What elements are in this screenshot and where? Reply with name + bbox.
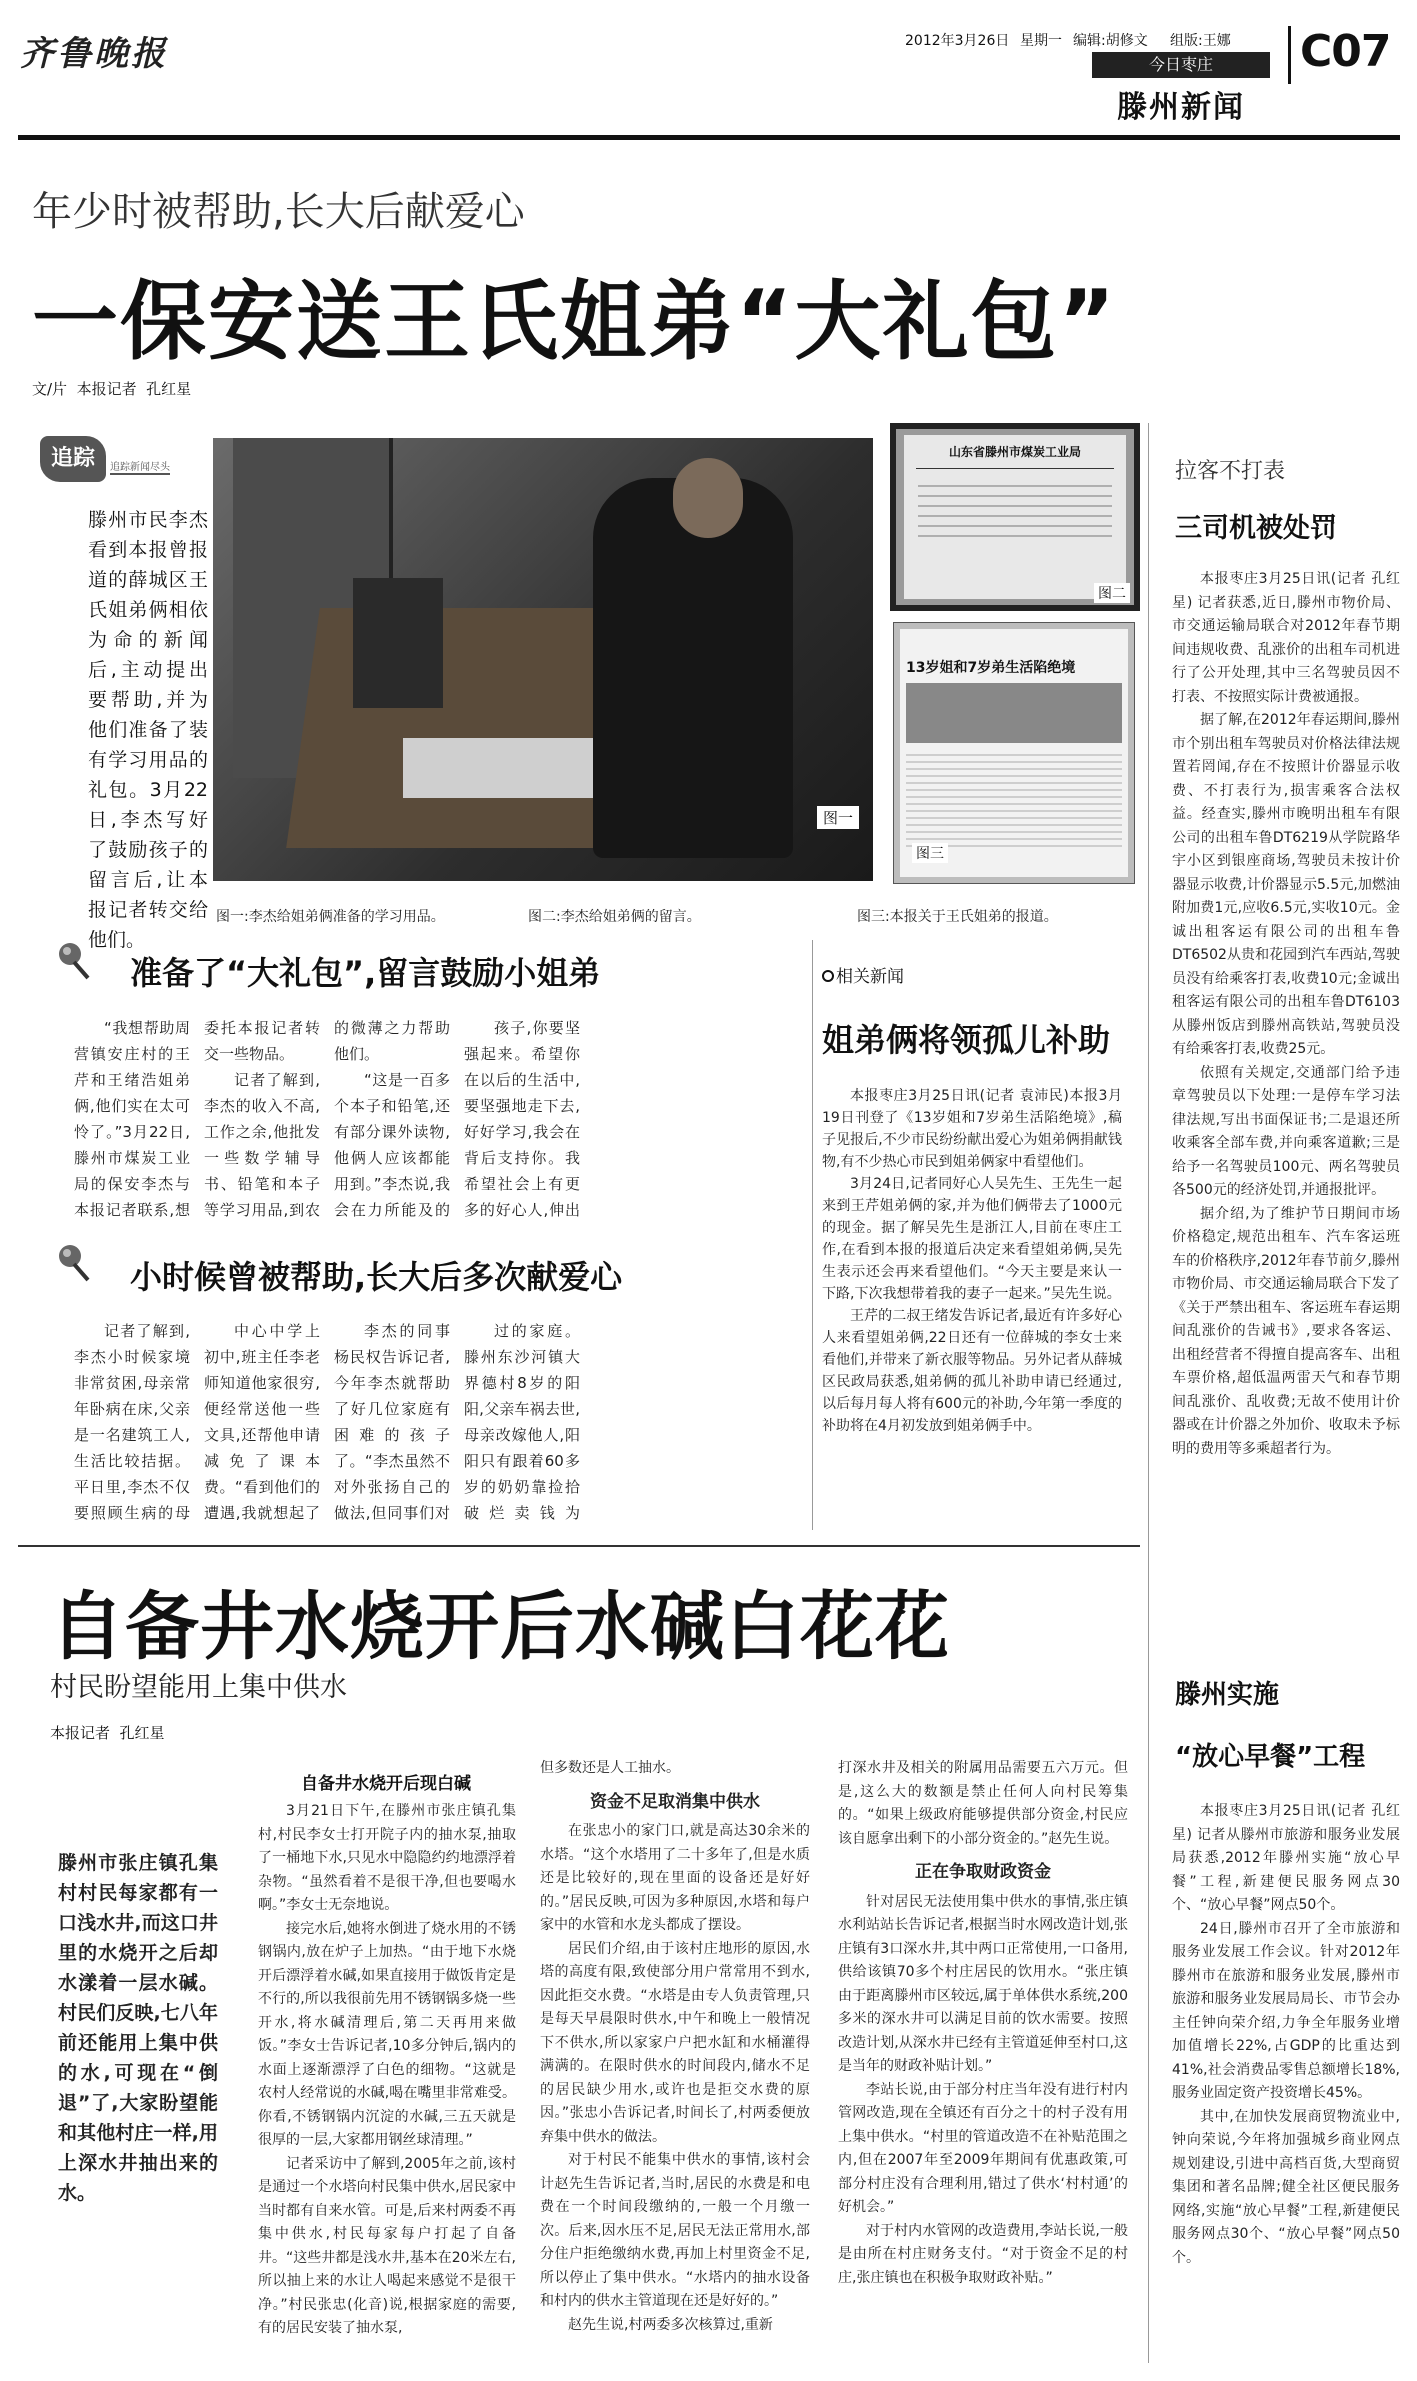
issue-date: 2012年3月26日 [905,33,1010,49]
s1-col3: 的微薄之力帮助他们。 “这是一百多个本子和铅笔,还有部分课外读物,他俩人应该都能用到。”李杰说,我会在力所能及的 [334,1019,450,1219]
column-logo-badge: 追踪 [40,436,106,482]
photo-guard-with-gifts [213,438,873,881]
column-logo-sub: 追踪新闻尽头 [110,458,170,475]
second-headline: 自备井水烧开后水碱白花花 [50,1584,950,1670]
lead-kicker: 年少时被帮助,长大后献爱心 [32,189,525,235]
s2-col2: 中心中学上初中,班主任李老师知道他家很穷,便经常送他一些文具,还帮他申请减免了课本费。“看到他们的遭遇,我就想起了 [204,1322,320,1522]
second-story-rule [18,1545,1140,1547]
caption-photo1: 图一:李杰给姐弟俩准备的学习用品。 [216,909,445,925]
second-col2: 但多数还是人工抽水。 资金不足取消集中供水 在张忠小的家门口,就是高达30余米的水塔。“这个水塔用了二十多年了,但是水质还是比较好的,现在里面的设备还是好好的。”居民反映,可因为多种原因,水塔和每户家中的水管和水龙头都成了摆设。 居民们介绍,由于该村庄地形的原因,水塔的高度有限,致使部分用户常常用不到水,因此拒交水费。“水塔是由专人负责管理,只是每天早晨限时供水,中午和晚上一般情况下不供水,所以家家户户把水缸和水桶灌得满满的。在限时供水的时间段内,储水不足的居民缺少用水,或许也是拒交水费的原因。”张忠小告诉记者,时间长了,村两委便放弃集中供水的做法。 对于村民不能集中供水的事情,该村会计赵先生告诉记者,当时,居民的水费是和电费在一个时间段缴纳的,一般一个月缴一次。后来,因水压不足,居民无法正常用水,部分住户拒绝缴纳水费,再加上村里资金不足,所以停止了集中供水。“水塔内的抽水设备和村内的供水主管道现在还是好好的。” 赵先生说,村两委多次核算过,重新 [540,1760,810,2333]
page-number: C07 [1300,26,1391,77]
photo-newspaper [403,738,603,798]
s1-col1: “我想帮助周营镇安庄村的王芹和王绪浩姐弟俩,他们实在太可怜了。”3月22日,滕州市煤炭工业局的保安李杰与本报记者联系,想 [74,1019,190,1219]
s1-col4: 孩子,你要坚强起来。希望你在以后的生活中,要坚强地走下去,好好学习,我会在背后支持你。我希望社会上有更多的好心人,伸出 [464,1019,580,1219]
sidebar-headline-1: 三司机被处罚 [1175,513,1337,544]
second-summary: 滕州市张庄镇孔集村村民每家都有一口浅水井,而这口井里的水烧开之后却水漾着一层水碱。村民们反映,七八年前还能用上集中供的水,可现在“倒退”了,大家盼望能和其他村庄一样,用上深水井抽出来的水。 [58,1852,218,2204]
photo-previous-report [893,622,1135,884]
pushpin-icon [50,938,98,986]
s2-col1: 记者了解到,李杰小时候家境非常贫困,母亲常年卧病在床,父亲是一名建筑工人,生活比较拮据。平日里,李杰不仅要照顾生病的母 [74,1322,190,1522]
sidebar-headline-2: “放心早餐”工程 [1175,1742,1366,1772]
sidebar-body-1: 本报枣庄3月25日讯(记者 孔红星) 记者获悉,近日,滕州市物价局、市交通运输局联合对2012年春节期间违规收费、乱涨价的出租车司机进行了公开处理,其中三名驾驶员因不打表、不按照实际计费被通报。 据了解,在2012年春运期间,滕州市个别出租车驾驶员对价格法律法规置若罔闻,存在不按照计价器显示收费、不打表行为,损害乘客合法权益。经查实,滕州市晚明出租车有限公司的出租车鲁DT6219从学院路华宇小区到银座商场,驾驶员未按计价器显示收费,计价器显示5.5元,加燃油附加费1元,应收6.5元,实收10元。金诚出租客运有限公司的出租车鲁DT6502从贵和花园到汽车西站,驾驶员没有给乘客打表,收费10元;金诚出租客运有限公司的出租车鲁DT6103从滕州饭店到滕州高铁站,驾驶员没有给乘客打表,收费25元。 依照有关规定,交通部门给予违章驾驶员以下处理:一是停车学习法律法规,写出书面保证书;二是退还所收乘客全部车费,并向乘客道歉;三是给予一名驾驶员100元、两名驾驶员各500元的经济处罚,并通报批评。 据介绍,为了维护节日期间市场价格稳定,规范出租车、汽车客运班车的价格秩序,2012年春节前夕,滕州市物价局、市交通运输局联合下发了《关于严禁出租车、客运班车春运期间乱涨价的告诫书》,要求各客运、出租经营者不得擅自提高客车、出租车票价格,超低温两雷天气和春节期间乱涨价、乱收费;无故不使用计价器或在计价器之外加价、收取未予标明的费用等多乘超者行为。 [1172,571,1400,1457]
subhead-white-scale: 自备井水烧开后现白碱 [301,1774,471,1794]
related-bullet-icon [822,970,834,982]
caption-photo2: 图二:李杰给姐弟俩的留言。 [528,909,701,925]
section-title: 滕州新闻 [1117,90,1245,125]
pushpin-icon [50,1240,98,1288]
layout-credit: 组版:王娜 [1170,33,1231,49]
s1-col2: 委托本报记者转交一些物品。 记者了解到,李杰的收入不高,工作之余,他批发一些数学辅导书、铅笔和本子等学习用品,到农 [204,1019,320,1219]
photo3-tag: 图三 [912,843,948,863]
s2-col4: 过的家庭。滕州东沙河镇大界德村8岁的阳阳,父亲车祸去世,母亲改嫁他人,阳阳只有跟着60多岁的奶奶靠捡拾破烂卖钱为 [464,1322,580,1522]
subhead-funding-shortage: 资金不足取消集中供水 [590,1791,760,1812]
photo-note-paper [904,435,1126,599]
photo-guard-head [673,458,743,538]
subhead-gift-package: 准备了“大礼包”,留言鼓励小姐弟 [130,954,601,992]
photo-gift-bag [353,578,443,708]
related-headline: 姐弟俩将领孤儿补助 [822,1021,1111,1059]
sidebar-kicker-2: 滕州实施 [1175,1680,1280,1710]
editor-credit: 编辑:胡修文 [1073,33,1148,49]
subhead-helped-as-child: 小时候曾被帮助,长大后多次献爱心 [130,1258,623,1296]
sidebar-kicker-1: 拉客不打表 [1175,459,1286,484]
subhead-seeking-funds: 正在争取财政资金 [915,1862,1051,1882]
caption-photo3: 图三:本报关于王氏姐弟的报道。 [857,909,1058,925]
section-tag: 今日枣庄 [1092,52,1270,78]
lead-headline: 一保安送王氏姐弟“大礼包” [32,272,1118,372]
photo-note-letterhead: 山东省滕州市煤炭工业局 [948,445,1081,459]
newspaper-logo: 齐鲁晚报 [20,34,168,74]
issue-weekday: 星期一 [1020,33,1062,49]
photo1-tag: 图一 [817,806,859,829]
sidebar-divider [1148,423,1149,2363]
photo-table [286,608,640,848]
related-body: 本报枣庄3月25日讯(记者 袁沛民)本报3月19日刊登了《13岁姐和7岁弟生活陷绝境》,稿子见报后,不少市民纷纷献出爱心为姐弟俩捐献钱物,有不少热心市民到姐弟俩家中看望他们。 3月24日,记者同好心人吴先生、王先生一起来到王芹姐弟俩的家,并为他们俩带去了1000元的现金。据了解吴先生是浙江人,目前在枣庄工作,在看到本报的报道后决定来看望姐弟俩,吴先生表示还会再来看望他们。“今天主要是来认一下路,下次我想带着我的妻子一起来。”吴先生说。 王芹的二叔王绪发告诉记者,最近有许多好心人来看望姐弟俩,22日还有一位薛城的李女士来看他们,并带来了新衣服等物品。另外记者从薛城区民政局获悉,姐弟俩的孤儿补助申请已经通过,以后每月每人将有600元的补助,今年第一季度的补助将在4月初发放到姐弟俩手中。 [822,1088,1122,1434]
lead-summary: 滕州市民李杰看到本报曾报道的薛城区王氏姐弟俩相依为命的新闻后,主动提出要帮助,并为他们准备了装有学习用品的礼包。3月22日,李杰写好了鼓励孩子的留言后,让本报记者转交给他们。 [88,509,208,951]
second-summary-box [58,1848,218,2204]
lead-byline: 文/片 本报记者 孔红星 [32,380,192,398]
column-logo [40,436,210,486]
photo-report-page [900,629,1128,877]
second-col3: 打深水井及相关的附属用品需要五六万元。但是,这么大的数额是禁止任何人向村民筹集的。“如果上级政府能够提供部分资金,村民应该自愿拿出剩下的小部分资金的。”赵先生说。 正在争取财政资金 针对居民无法使用集中供水的事情,张庄镇水利站站长告诉记者,根据当时水网改造计划,张庄镇有3口深水井,其中两口正常使用,一口备用,供给该镇70多个村庄居民的饮用水。“张庄镇由于距离滕州市区较远,属于单体供水系统,200多米的深水井可以满足目前的饮水需要。按照改造计划,从深水井已经有主管道延伸至村口,这是当年的财政补贴计划。” 李站长说,由于部分村庄当年没有进行村内管网改造,现在全镇还有百分之十的村子没有用上集中供水。“村里的管道改造不在补贴范围之内,但在2007年至2009年期间有优惠政策,可部分村庄没有合理利用,错过了供水‘村村通’的好机会。” 对于村内水管网的改造费用,李站长说,一般是由所在村庄财务支付。“对于资金不足的村庄,张庄镇也在积极争取财政补贴。” [838,1760,1128,2286]
photo-report-header: 13岁姐和7岁弟生活陷绝境 [906,660,1076,676]
second-col1: 3月21日下午,在滕州市张庄镇孔集村,村民李女士打开院子内的抽水泵,抽取了一桶地下水,只见水中隐隐约约地漂浮着杂物。“虽然看着不是很干净,但也要喝水啊。”李女士无奈地说。 接完水后,她将水倒进了烧水用的不锈钢锅内,放在炉子上加热。“由于地下水烧开后漂浮着水碱,如果直接用于做饭肯定是不行的,所以我很前先用不锈钢锅多烧一些开水,将水碱清理后,第二天再用来做饭。”李女士告诉记者,10多分钟后,锅内的水面上逐渐漂浮了白色的细物。“这就是农村人经常说的水碱,喝在嘴里非常难受。你看,不锈钢锅内沉淀的水碱,三五天就是很厚的一层,大家都用钢丝球清理。” 记者采访中了解到,2005年之前,该村是通过一个水塔向村民集中供水,居民家中当时都有自来水管。可是,后来村两委不再集中供水,村民每家每户打起了自备井。“这些井都是浅水井,基本在20米左右,所以抽上来的水让人喝起来感觉不是很干净。”村民张忠(化音)说,根据家庭的需要,有的居民安装了抽水泵, [258,1803,516,2336]
masthead-divider [1288,26,1291,84]
photo-handwritten-note [890,423,1140,611]
masthead-rule [18,135,1400,140]
related-divider [812,940,813,1530]
related-label: 相关新闻 [822,962,904,987]
sidebar-body-2: 本报枣庄3月25日讯(记者 孔红星) 记者从滕州市旅游和服务业发展局获悉,2012年滕州实施“放心早餐”工程,新建便民服务网点30个、“放心早餐”网点50个。 24日,滕州市召开了全市旅游和服务业发展工作会议。针对2012年滕州市在旅游和服务业发展,滕州市旅游和服务业发展局局长、市节会办主任钟向荣介绍,力争全年服务业增加值增长22%,占GDP的比重达到41%,社会消费品零售总额增长18%,服务业固定资产投资增长45%。 其中,在加快发展商贸物流业中,钟向荣说,今年将加强城乡商业网点规划建设,引进中高档百货,大型商贸集团和著名品牌;健全社区便民服务网络,实施“放心早餐”工程,新建便民服务网点30个、“放心早餐”网点50个。 [1172,1803,1400,2266]
photo2-tag: 图二 [1094,583,1130,603]
second-byline: 本报记者 孔红星 [50,1724,165,1742]
s2-col3: 李杰的同事杨民权告诉记者,今年李杰就帮助了好几位家庭有困难的孩子了。“李杰虽然不对外张扬自己的做法,但同事们对 [334,1322,450,1522]
second-subhead: 村民盼望能用上集中供水 [50,1672,347,1703]
